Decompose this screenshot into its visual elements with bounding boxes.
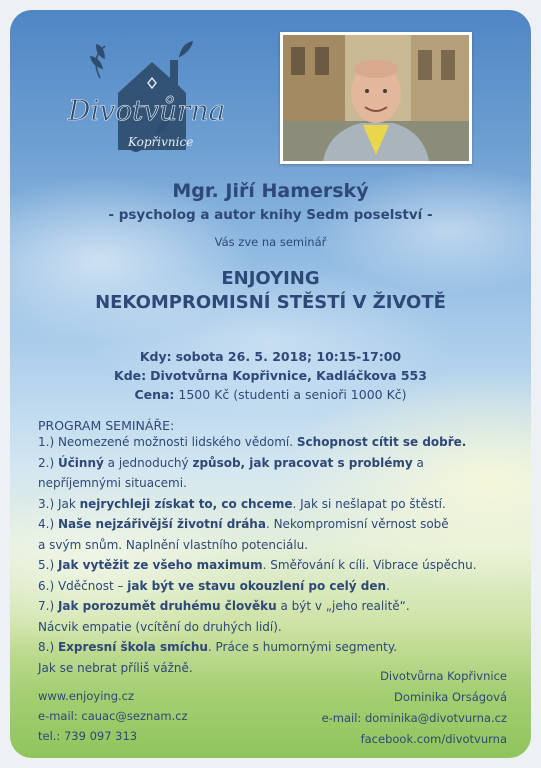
- program-item-2: 2.) Účinný a jednoduchý způsob, jak pracovat s problémy a: [38, 455, 424, 470]
- program-item-4-cont: a svým snům. Naplnění vlastního potenciálu.: [38, 537, 309, 552]
- phone-number: tel.: 739 097 313: [38, 729, 138, 743]
- facebook-link[interactable]: facebook.com/divotvurna: [360, 732, 507, 746]
- website-link[interactable]: www.enjoying.cz: [38, 689, 135, 703]
- seminar-poster: [10, 10, 531, 758]
- program-item-1: 1.) Neomezené možnosti lidského vědomí. Schopnost cítit se dobře.: [38, 435, 467, 449]
- event-where: Kde: Divotvůrna Kopřivnice, Kadláčkova 553: [114, 368, 427, 383]
- program-item-7-cont: Nácvik empatie (vcítění do druhých lidí).: [38, 619, 282, 634]
- logo-wordmark: Divotvůrna: [68, 94, 226, 127]
- program-item-2-cont: nepříjemnými situacemi.: [38, 476, 187, 490]
- speaker-role: - psycholog a autor knihy Sedm poselství -: [108, 207, 433, 223]
- speaker-name: Mgr. Jiří Hamerský: [172, 180, 369, 202]
- organizer-name: Divotvůrna Kopřivnice: [380, 669, 507, 683]
- seminar-title-line2: NEKOMPROMISNÍ STĚSTÍ V ŽIVOTĚ: [95, 292, 446, 313]
- logo-city: Kopřivnice: [128, 135, 194, 149]
- contact-left: [38, 686, 188, 746]
- event-when: Kdy: sobota 26. 5. 2018; 10:15-17:00: [139, 349, 402, 364]
- program-heading: PROGRAM SEMINÁŘE:: [38, 418, 175, 433]
- event-price: Cena: 1500 Kč (studenti a senioři 1000 Kč): [134, 387, 407, 402]
- email-link[interactable]: e-mail: cauac@seznam.cz: [38, 709, 188, 723]
- organizer-person: Dominika Orságová: [394, 690, 507, 704]
- event-details: [10, 347, 531, 404]
- divotvurna-logo: [60, 38, 250, 163]
- organizer-email-link[interactable]: e-mail: dominika@divotvurna.cz: [321, 711, 507, 725]
- program-item-8: 8.) Expresní škola smíchu. Práce s humornými segmenty.: [38, 640, 398, 654]
- program-item-7: 7.) Jak porozumět druhému člověku a být v „jeho realitě“.: [38, 599, 410, 613]
- seminar-title-line1: ENJOYING: [221, 268, 320, 289]
- contact-right: [322, 666, 507, 750]
- program-item-4: 4.) Naše nejzářivější životní dráha. Nekompromisní věrnost sobě: [38, 517, 449, 531]
- speaker-photo: [280, 32, 472, 164]
- invitation-text: Vás zve na seminář: [214, 235, 327, 249]
- program-item-5: 5.) Jak vytěžit ze všeho maximum. Směřování k cíli. Vibrace úspěchu.: [38, 558, 477, 572]
- program-item-6: 6.) Vděčnost – jak být ve stavu okouzlení po celý den.: [38, 578, 390, 593]
- program-list: [38, 432, 528, 678]
- program-item-3: 3.) Jak nejrychleji získat to, co chceme. Jak si nešlapat po štěstí.: [38, 496, 446, 511]
- program-item-8-cont: Jak se nebrat příliš vážně.: [38, 660, 193, 675]
